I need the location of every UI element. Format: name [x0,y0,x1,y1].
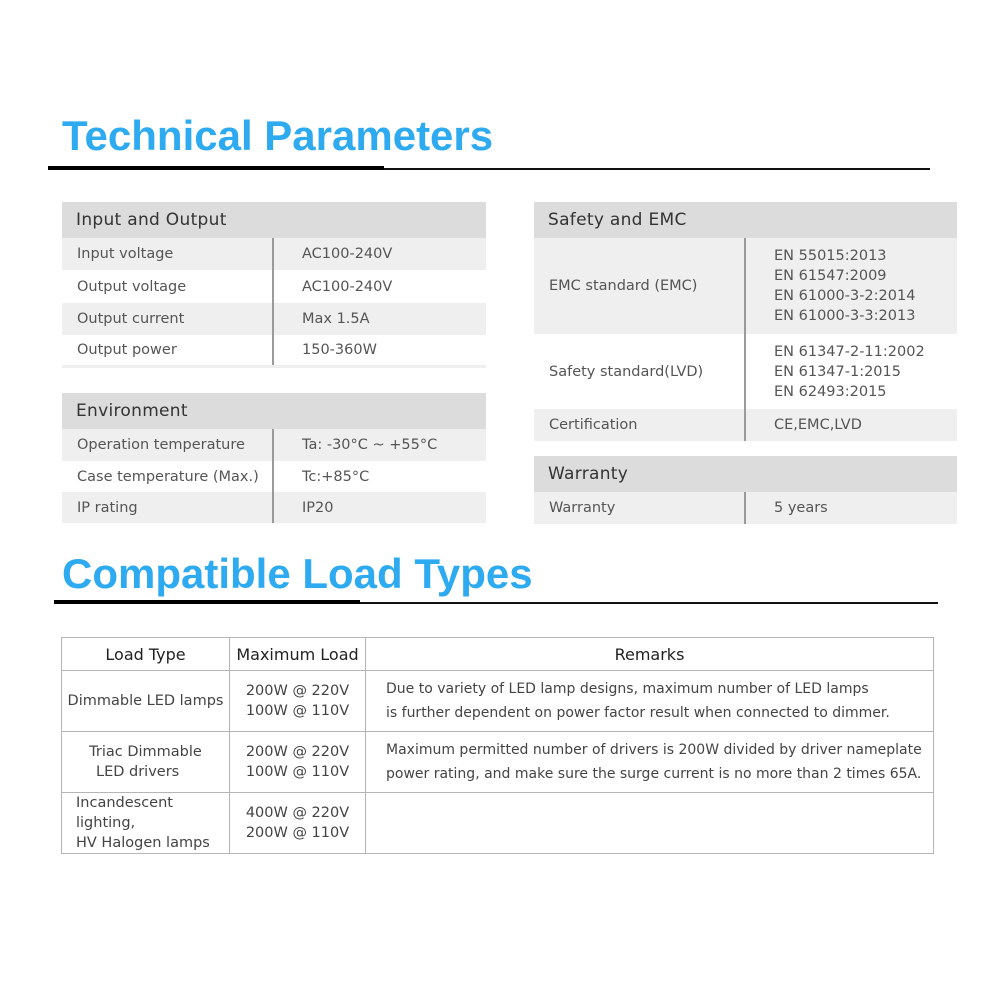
param-row [534,238,957,334]
environment-panel [62,393,486,523]
load-type-line: Dimmable LED lamps [67,693,224,709]
max-load-line: 100W @ 110V [245,764,350,780]
remarks-cell [366,671,934,732]
standard-item: EN 62493:2015 [774,383,887,400]
title-underline-accent [54,600,360,604]
column-header-maximum-load: Maximum Load [230,638,366,671]
param-label: IP rating [62,492,274,523]
param-label: Case temperature (Max.) [62,461,274,492]
column-header-remarks: Remarks [366,638,934,671]
table-row [62,671,934,732]
safety-emc-panel [534,202,957,441]
param-row [62,238,486,270]
max-load-cell [230,671,366,732]
standard-item: EN 61347-1:2015 [774,363,901,380]
input-output-panel [62,202,486,368]
param-label: Certification [534,409,746,441]
param-value: Max 1.5A [302,311,370,327]
title-underline-accent [48,166,384,170]
load-type-line: LED drivers [96,764,180,780]
load-type-line: Triac Dimmable [89,744,202,760]
technical-parameters-title: Technical Parameters [62,112,494,159]
remarks-line: Maximum permitted number of drivers is 200W divided by driver nameplate [386,742,922,758]
param-row [62,461,486,492]
max-load-line: 400W @ 220V [245,805,350,821]
param-label: Operation temperature [62,429,274,461]
panel-header: Warranty [534,456,957,492]
param-row [62,335,486,368]
column-header-load-type: Load Type [62,638,230,671]
standard-item: EN 55015:2013 [774,248,887,264]
standard-item: EN 61547:2009 [774,268,887,284]
load-types-table [61,637,934,854]
table-row [62,732,934,793]
param-row [62,492,486,523]
max-load-cell [230,732,366,793]
panel-header: Input and Output [62,202,486,238]
param-value: AC100-240V [302,278,393,295]
load-type-cell [62,671,230,732]
param-value-list [746,238,915,334]
load-type-cell [62,732,230,793]
param-row [62,303,486,335]
param-label: Output power [62,335,274,365]
max-load-cell [230,793,366,854]
param-label: EMC standard (EMC) [534,238,746,334]
param-label: Safety standard(LVD) [534,334,746,409]
param-value: 150-360W [302,342,377,358]
param-value: AC100-240V [302,246,393,262]
param-row [534,492,957,524]
param-label: Warranty [534,492,746,524]
table-header-row [62,638,934,671]
max-load-line: 200W @ 110V [245,825,350,841]
param-value: Ta: -30°C ~ +55°C [302,437,438,453]
param-row [62,270,486,303]
param-label: Output voltage [62,270,274,303]
param-label: Output current [62,303,274,335]
param-row [62,429,486,461]
remarks-line: Due to variety of LED lamp designs, maximum number of LED lamps [386,681,869,697]
param-row [534,409,957,441]
param-value: 5 years [774,500,828,516]
remarks-cell [366,732,934,793]
standard-item: EN 61347-2-11:2002 [774,343,925,360]
param-value: CE,EMC,LVD [774,417,862,433]
param-value: IP20 [302,499,334,516]
param-label: Input voltage [62,238,274,270]
remarks-line: is further dependent on power factor result when connected to dimmer. [386,705,890,721]
standard-item: EN 61000-3-2:2014 [774,288,916,304]
load-type-line: Incandescent lighting, [76,795,173,831]
remarks-line: power rating, and make sure the surge current is no more than 2 times 65A. [386,766,922,782]
standard-item: EN 61000-3-3:2013 [774,308,916,324]
compatible-load-types-title: Compatible Load Types [62,550,533,597]
param-row [534,334,957,409]
max-load-line: 100W @ 110V [245,703,350,719]
max-load-line: 200W @ 220V [245,683,350,699]
table-row [62,793,934,854]
panel-header: Environment [62,393,486,429]
load-type-cell [62,793,230,854]
param-value: Tc:+85°C [302,468,370,485]
panel-header: Safety and EMC [534,202,957,238]
warranty-panel [534,456,957,524]
load-type-line: HV Halogen lamps [76,835,210,851]
remarks-cell-empty [366,793,934,854]
max-load-line: 200W @ 220V [245,744,350,760]
param-value-list [746,334,925,409]
